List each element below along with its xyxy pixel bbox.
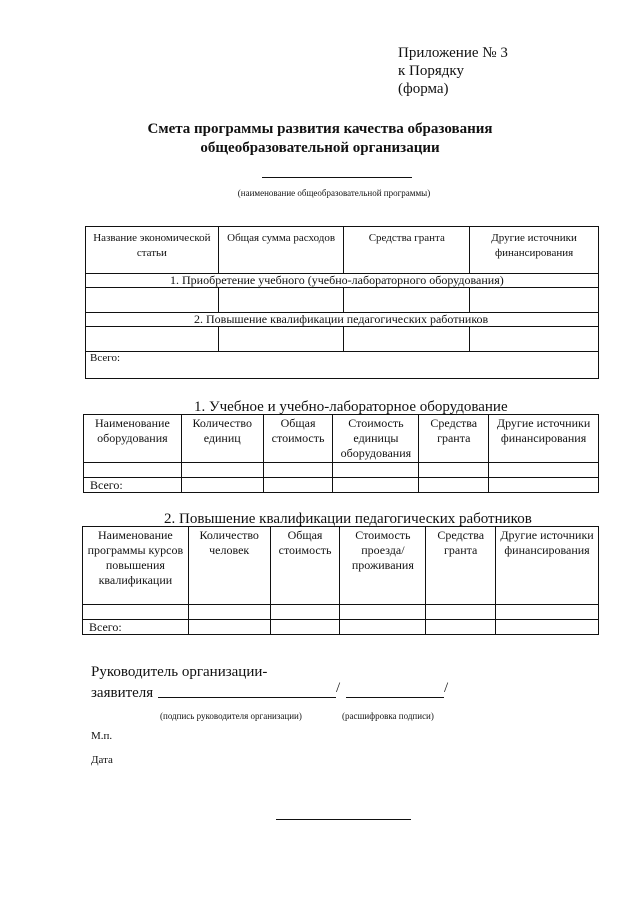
table-cell[interactable] [496,620,599,635]
header-cell: Название экономической статьи [86,227,219,274]
table-cell[interactable] [340,605,426,620]
table-cell[interactable] [270,605,340,620]
table-cell[interactable] [188,620,270,635]
program-name-line[interactable] [262,177,412,178]
appendix-line-1: Приложение № 3 [398,45,508,61]
table-cell[interactable] [263,463,333,478]
table-cell[interactable] [344,327,470,352]
equipment-section-title: 1. Учебное и учебно-лабораторное оборудование [194,399,508,415]
table-row [84,463,599,478]
table-cell[interactable] [270,620,340,635]
appendix-line-2: к Порядку [398,63,464,79]
header-cell: Другие источники финансирования [489,415,599,463]
header-cell: Общая сумма расходов [218,227,344,274]
table-row [83,605,599,620]
total-row [86,352,599,379]
table-cell[interactable] [86,327,219,352]
table-cell[interactable] [84,463,182,478]
total-row [84,478,599,493]
table-cell[interactable] [86,288,219,313]
signature-caption: (подпись руководителя организации) [160,711,302,721]
table-cell[interactable] [181,463,263,478]
signature-separator: / [336,680,341,696]
section-row [86,313,599,327]
header-cell: Общая стоимость [270,527,340,605]
bottom-line [276,819,411,820]
section-row [86,274,599,288]
total-label: Всего: [83,620,189,635]
head-of-organization-label: Руководитель организации- [91,664,268,680]
applicant-label: заявителя [91,685,154,701]
stamp-label: М.п. [91,730,113,742]
header-cell: Общая стоимость [263,415,333,463]
table-cell[interactable] [83,605,189,620]
title-line-1: Смета программы развития качества образования [147,121,493,137]
table-cell[interactable] [470,288,599,313]
equipment-table [83,414,599,493]
table-cell[interactable] [496,605,599,620]
total-label: Всего: [84,478,182,493]
program-name-caption: (наименование общеобразовательной программы) [237,188,431,198]
table-cell[interactable] [344,288,470,313]
table-cell[interactable] [263,478,333,493]
total-row [83,620,599,635]
table-cell[interactable] [470,327,599,352]
table-cell[interactable] [419,478,489,493]
header-cell: Средства гранта [344,227,470,274]
table-cell[interactable] [188,605,270,620]
table-header-row [86,227,599,274]
table-header-row [84,415,599,463]
header-cell: Количество единиц [181,415,263,463]
date-label: Дата [91,754,113,766]
header-cell: Наименование программы курсов повышения квалификации [83,527,189,605]
section-cell: 2. Повышение квалификации педагогических работников [86,313,599,327]
header-cell: Другие источники финансирования [470,227,599,274]
header-cell: Наименование оборудования [84,415,182,463]
table-header-row [83,527,599,605]
appendix-note [398,44,508,98]
table-cell[interactable] [419,463,489,478]
title-line-2: общеобразовательной организации [200,140,440,156]
table-cell[interactable] [489,463,599,478]
signature-decode-caption: (расшифровка подписи) [342,711,434,721]
table-cell[interactable] [426,605,496,620]
training-table [82,526,599,635]
appendix-line-3: (форма) [398,81,449,97]
signature-decode-line[interactable] [346,697,444,698]
table-cell[interactable] [218,327,344,352]
table-cell[interactable] [333,478,419,493]
table-cell[interactable] [340,620,426,635]
header-cell: Средства гранта [419,415,489,463]
header-cell: Средства гранта [426,527,496,605]
table-cell[interactable] [181,478,263,493]
signature-line[interactable] [158,697,336,698]
document-title [0,120,640,158]
header-cell: Другие источники финансирования [496,527,599,605]
signature-separator-end: / [444,680,449,696]
training-section-title: 2. Повышение квалификации педагогических работников [164,511,532,527]
header-cell: Стоимость единицы оборудования [333,415,419,463]
header-cell: Стоимость проезда/ проживания [340,527,426,605]
table-row [86,327,599,352]
header-cell: Количество человек [188,527,270,605]
table-cell[interactable] [218,288,344,313]
total-label: Всего: [86,352,599,379]
table-cell[interactable] [333,463,419,478]
budget-summary-table [85,226,599,379]
section-cell: 1. Приобретение учебного (учебно-лабораторного оборудования) [86,274,599,288]
table-cell[interactable] [426,620,496,635]
table-cell[interactable] [489,478,599,493]
table-row [86,288,599,313]
